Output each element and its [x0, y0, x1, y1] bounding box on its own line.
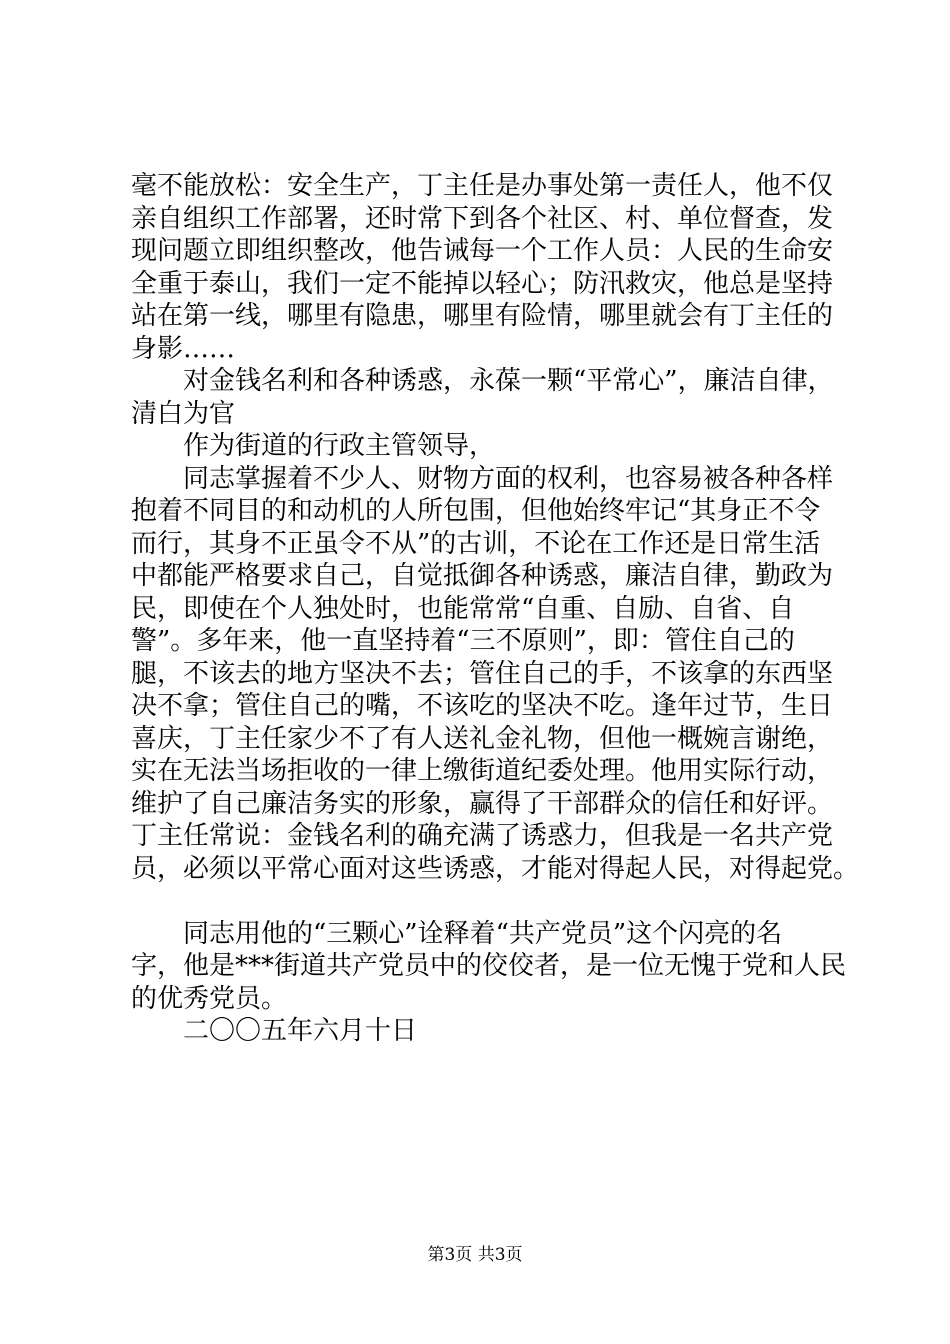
text-line: 的优秀党员。 — [131, 983, 288, 1014]
text-line: 民，即使在个人独处时，也能常常“自重、自励、自省、自 — [131, 593, 795, 624]
text-line: 员，必须以平常心面对这些诱惑，才能对得起人民，对得起党。 — [131, 853, 860, 884]
document-date: 二〇〇五年六月十日 — [183, 1016, 418, 1046]
page-number: 第3页 共3页 — [427, 1245, 523, 1265]
text-line: 中都能严格要求自己，自觉抵御各种诱惑，廉洁自律，勤政为 — [131, 561, 834, 591]
text-line: 身影…… — [131, 333, 236, 364]
document-body — [131, 170, 860, 1048]
text-line: 对金钱名利和各种诱惑，永葆一颗“平常心”，廉洁自律， — [183, 366, 834, 396]
text-line: 丁主任常说：金钱名利的确充满了诱惑力，但我是一名共产党 — [131, 821, 834, 851]
text-line: 现问题立即组织整改，他告诫每一个工作人员：人民的生命安 — [131, 236, 834, 266]
text-line: 警”。多年来，他一直坚持着“三不原则”，即：管住自己的 — [131, 626, 795, 656]
text-line: 作为街道的行政主管领导， — [183, 431, 496, 461]
text-line: 字，他是***街道共产党员中的佼佼者，是一位无愧于党和人民 — [131, 951, 847, 981]
text-line: 毫不能放松：安全生产，丁主任是办事处第一责任人，他不仅 — [131, 171, 834, 201]
text-line: 而行，其身不正虽令不从”的古训，不论在工作还是日常生活 — [131, 528, 821, 559]
text-line: 亲自组织工作部署，还时常下到各个社区、村、单位督查，发 — [131, 203, 834, 234]
text-line: 站在第一线，哪里有隐患，哪里有险情，哪里就会有丁主任的 — [131, 301, 834, 331]
text-line: 同志掌握着不少人、财物方面的权利，也容易被各种各样 — [183, 463, 834, 494]
paragraph-spacer — [131, 885, 851, 918]
text-line: 决不拿；管住自己的嘴，不该吃的坚决不吃。逢年过节，生日 — [131, 691, 834, 721]
text-line: 腿，不该去的地方坚决不去；管住自己的手，不该拿的东西坚 — [131, 658, 834, 689]
page-footer — [0, 1244, 950, 1266]
text-line: 全重于泰山，我们一定不能掉以轻心；防汛救灾，他总是坚持 — [131, 268, 834, 299]
text-line: 抱着不同目的和动机的人所包围，但他始终牢记“其身正不令 — [131, 496, 821, 526]
text-line: 维护了自己廉洁务实的形象，赢得了干部群众的信任和好评。 — [131, 788, 834, 819]
text-line: 喜庆，丁主任家少不了有人送礼金礼物，但他一概婉言谢绝， — [131, 723, 834, 754]
text-line: 同志用他的“三颗心”诠释着“共产党员”这个闪亮的名 — [183, 918, 783, 949]
text-line: 清白为官 — [131, 398, 236, 429]
text-line: 实在无法当场拒收的一律上缴街道纪委处理。他用实际行动， — [131, 756, 834, 786]
